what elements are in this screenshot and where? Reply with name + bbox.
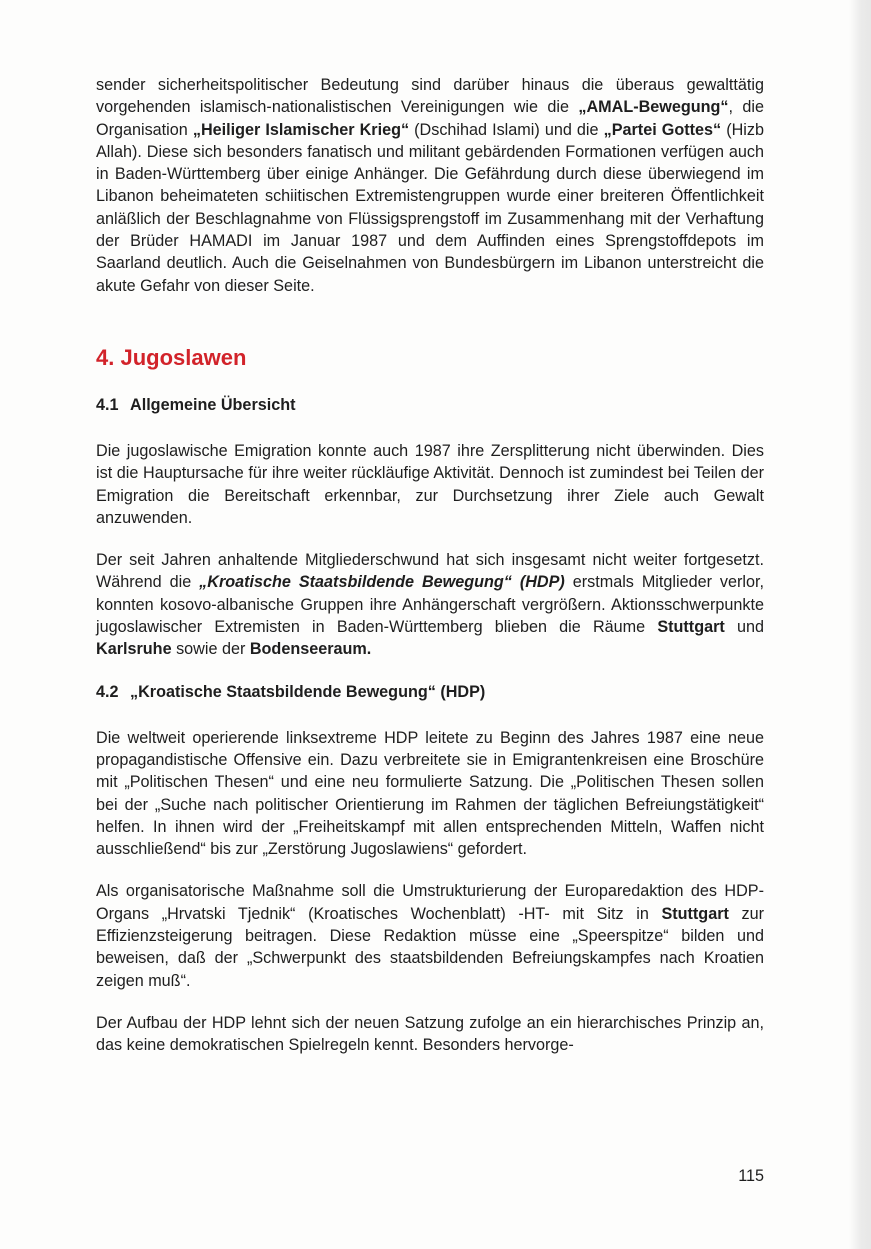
- text-run: sowie der: [171, 640, 250, 659]
- text-run: Als organisatorische Maßnahme soll die Umstrukturierung der Europaredaktion des HDP-Organs „Hrvatski Tjednik“ (Kroatisches Wochenblatt) -HT- mit Sitz in: [96, 882, 764, 923]
- bold-term-karlsruhe: Karlsruhe: [96, 640, 172, 659]
- text-run: sender sicherheitspolitischer Bedeutung sind darüber hinaus die überaus gewalttätig vorgehenden islamisch-nationalistischen Vereinigungen wie die: [96, 76, 764, 117]
- bold-term-heiliger-krieg: „Heiliger Islamischer Krieg“: [192, 120, 410, 139]
- paragraph-4-2-a: Die weltweit operierende linksextreme HDP leitete zu Beginn des Jahres 1987 eine neue propagandistische Offensive ein. Dazu verbreitete sie in Emigrantenkreisen eine Broschüre mit „Politischen Thesen“ und eine neu formulierte Satzung. Die „Politischen Thesen sollen bei der „Suche nach politischer Orientierung im Rahmen der täglichen Befreiungstätigkeit“ helfen. In ihnen wird der „Freiheitskampf mit allen entsprechenden Mitteln, Waffen nicht ausschließend“ bis zur „Zerstörung Jugoslawiens“ gefordert.: [96, 728, 764, 859]
- section-heading-4-1: [96, 394, 764, 416]
- page-binding-edge: [849, 0, 871, 1249]
- paragraph-4-1-a: Die jugoslawische Emigration konnte auch 1987 ihre Zersplitterung nicht überwinden. Dies ist die Hauptursache für ihre weiter rückläufige Aktivität. Dennoch ist zumindest bei Teilen der Emigration die Bereitschaft erkennbar, zur Durchsetzung ihrer Ziele auch Gewalt anzuwenden.: [96, 441, 764, 527]
- section-number: 4.1: [96, 395, 119, 414]
- section-title: Allgemeine Übersicht: [130, 395, 296, 414]
- paragraph-4-2-c: Der Aufbau der HDP lehnt sich der neuen Satzung zufolge an ein hierarchisches Prinzip an, das keine demokratischen Spielregeln kennt. Besonders hervorge-: [96, 1013, 764, 1055]
- paragraph-4-2-b: [96, 880, 764, 991]
- paragraph-intro: [96, 74, 764, 297]
- text-run: erstmals Mitglieder verlor, konnten kosovo-albanische Gruppen ihre Anhängerschaft vergrößern. Aktionsschwerpunkte jugoslawischer Extremisten in Baden-Württemberg blieben die Räume: [96, 573, 765, 637]
- text-run: (Hizb Allah). Diese sich besonders fanatisch und militant gebärdenden Formationen verfügen auch in Baden-Württemberg über einige Anhänger. Die Gefährdung durch diese überwiegend im Libanon beheimateten schiitischen Extremistengruppen wurde einer breiteren Öffentlichkeit anläßlich der Beschlagnahme von Flüssigsprengstoff im Zusammenhang mit der Verhaftung der Brüder HAMADI im Januar 1987 und dem Auffinden eines Sprengstoffdepots im Saarland deutlich. Auch die Geiselnahmen von Bundesbürgern im Libanon unterstreicht die akute Gefahr von dieser Seite.: [96, 120, 764, 295]
- chapter-heading: 4. Jugoslawen: [96, 344, 247, 370]
- section-number: 4.2: [96, 682, 119, 701]
- bold-term-partei-gottes: „Partei Gottes“: [603, 120, 722, 139]
- bold-term-stuttgart: Stuttgart: [661, 904, 729, 923]
- text-run: , die Organisation: [96, 98, 764, 139]
- section-heading-4-2: [96, 681, 764, 703]
- bold-term-bodenseeraum: Bodenseeraum.: [249, 640, 372, 659]
- page-number: 115: [738, 1167, 764, 1185]
- text-run: Der seit Jahren anhaltende Mitgliederschwund hat sich insgesamt nicht weiter fortgesetzt. Während die: [96, 551, 764, 592]
- bold-term-hdp: „Kroatische Staatsbildende Bewegung“ (HDP): [199, 573, 565, 592]
- section-title: „Kroatische Staatsbildende Bewegung“ (HDP): [130, 682, 486, 701]
- text-run: und: [724, 618, 764, 637]
- text-run: (Dschihad Islami) und die: [409, 120, 604, 139]
- text-run: zur Effizienzsteigerung beitragen. Diese Redaktion müsse eine „Speerspitze“ bilden und beweisen, daß der „Schwerpunkt des staatsbildenden Befreiungskampfes nach Kroatien zeigen muß“.: [96, 904, 764, 990]
- paragraph-4-1-b: [96, 549, 764, 660]
- page-content: [96, 74, 764, 1057]
- bold-term-amal: „AMAL-Bewegung“: [578, 98, 729, 117]
- bold-term-stuttgart: Stuttgart: [657, 618, 725, 637]
